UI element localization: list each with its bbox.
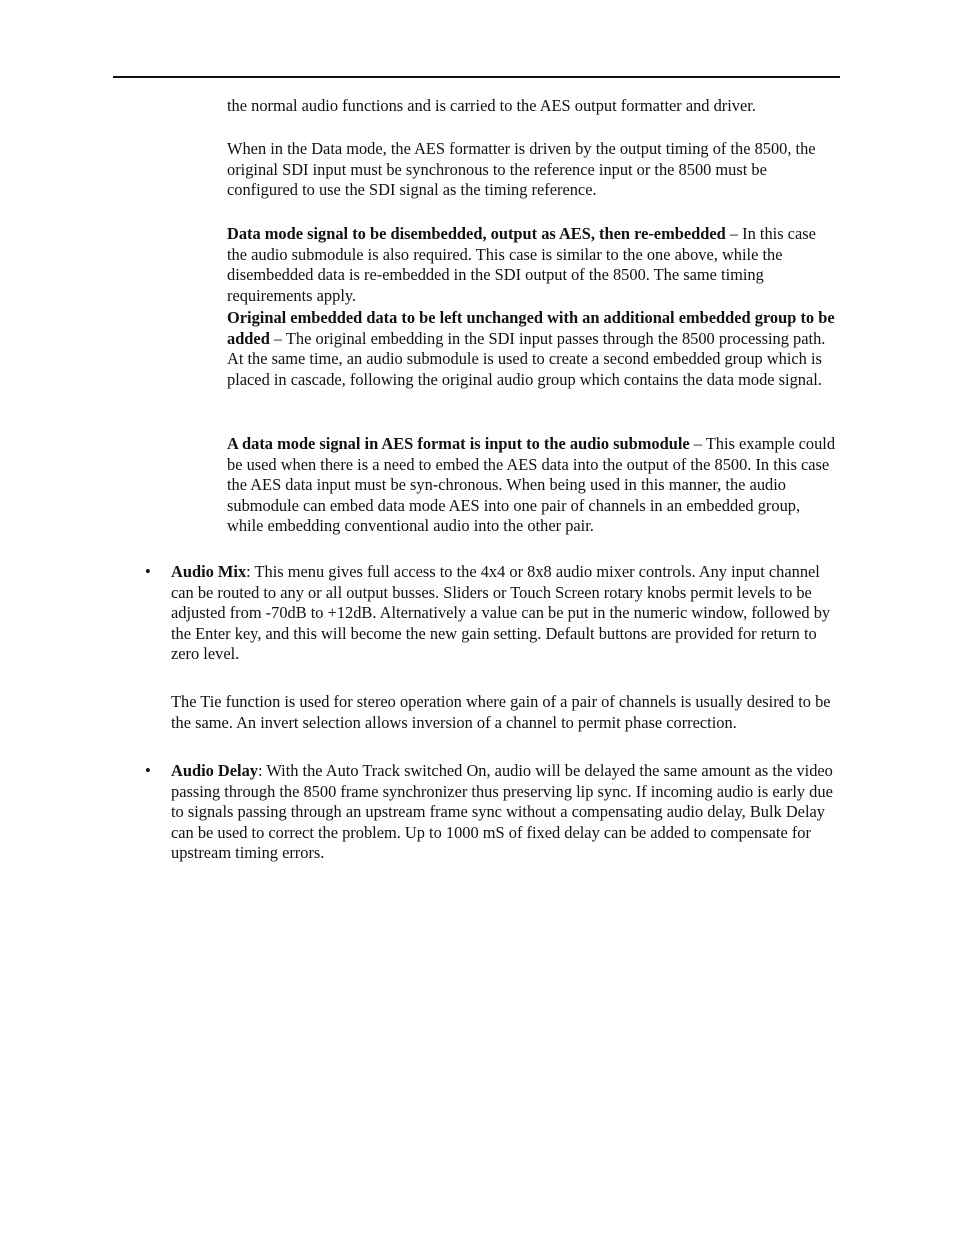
audio-mix-body: : This menu gives full access to the 4x4 or 8x8 audio mixer controls. Any input channel can be routed to any or all output busses. Sliders or Touch Screen rotary knobs permit levels to be adjusted from -70dB to +12dB. Alternatively a value can be put in the numeric window, followed by the Enter key, and this will become the new gain setting. Default buttons are provided for return to zero level. [171,562,831,664]
case-title: Original embedded data to be left unchanged with an additional embedded group to be added [227,308,835,348]
audio-mix-title: Audio Mix [171,562,247,581]
case-title: Data mode signal to be disembedded, output as AES, then re-embedded [227,224,726,243]
case-body: – The original embedding in the SDI input passes through the 8500 processing path. At the same time, an audio submodule is used to create a second embedded group which is placed in cascade, following the original audio group which contains the data mode signal. [227,328,826,389]
case-additional-group [227,308,839,390]
intro-data-mode: When in the Data mode, the AES formatter is driven by the output timing of the 8500, the original SDI input must be synchronous to the reference input or the 8500 must be configured to use the SDI signal as the timing reference. [227,139,816,200]
audio-delay-body: : With the Auto Track switched On, audio will be delayed the same amount as the video passing through the 8500 frame synchronizer thus preserving lip sync. If incoming audio is early due to signals passing through an upstream frame sync without a compensating audio delay, Bulk Delay can be used to correct the problem. Up to 1000 mS of fixed delay can be added to compensate for upstream timing errors. [171,761,833,863]
audio-mix-paragraph [171,562,839,665]
audio-mix-tie-paragraph: The Tie function is used for stereo operation where gain of a pair of channels is usually desired to be the same. An invert selection allows inversion of a channel to permit phase correction. [171,692,831,732]
case-body: – In this case the audio submodule is also required. This case is similar to the one above, while the disembedded data is re-embedded in the SDI output of the 8500. The same timing requirements apply. [227,224,816,305]
case-body: – This example could be used when there is a need to embed the AES data into the output of the 8500. In this case the AES data input must be syn-chronous. When being used in this manner, the audio submodule can embed data mode AES into one pair of channels in an embedded group, while embedding conventional audio into the other pair. [227,434,836,536]
bullet-audio-mix: • [145,562,151,581]
audio-delay-title: Audio Delay [171,761,258,780]
case-disembed-reembed [227,224,839,306]
audio-delay-paragraph [171,761,839,864]
header-rule [113,76,840,78]
intro-continued: the normal audio functions and is carried to the AES output formatter and driver. [227,96,756,115]
case-title: A data mode signal in AES format is input to the audio submodule [227,434,690,453]
case-aes-input [227,434,839,537]
bullet-audio-delay: • [145,761,151,780]
